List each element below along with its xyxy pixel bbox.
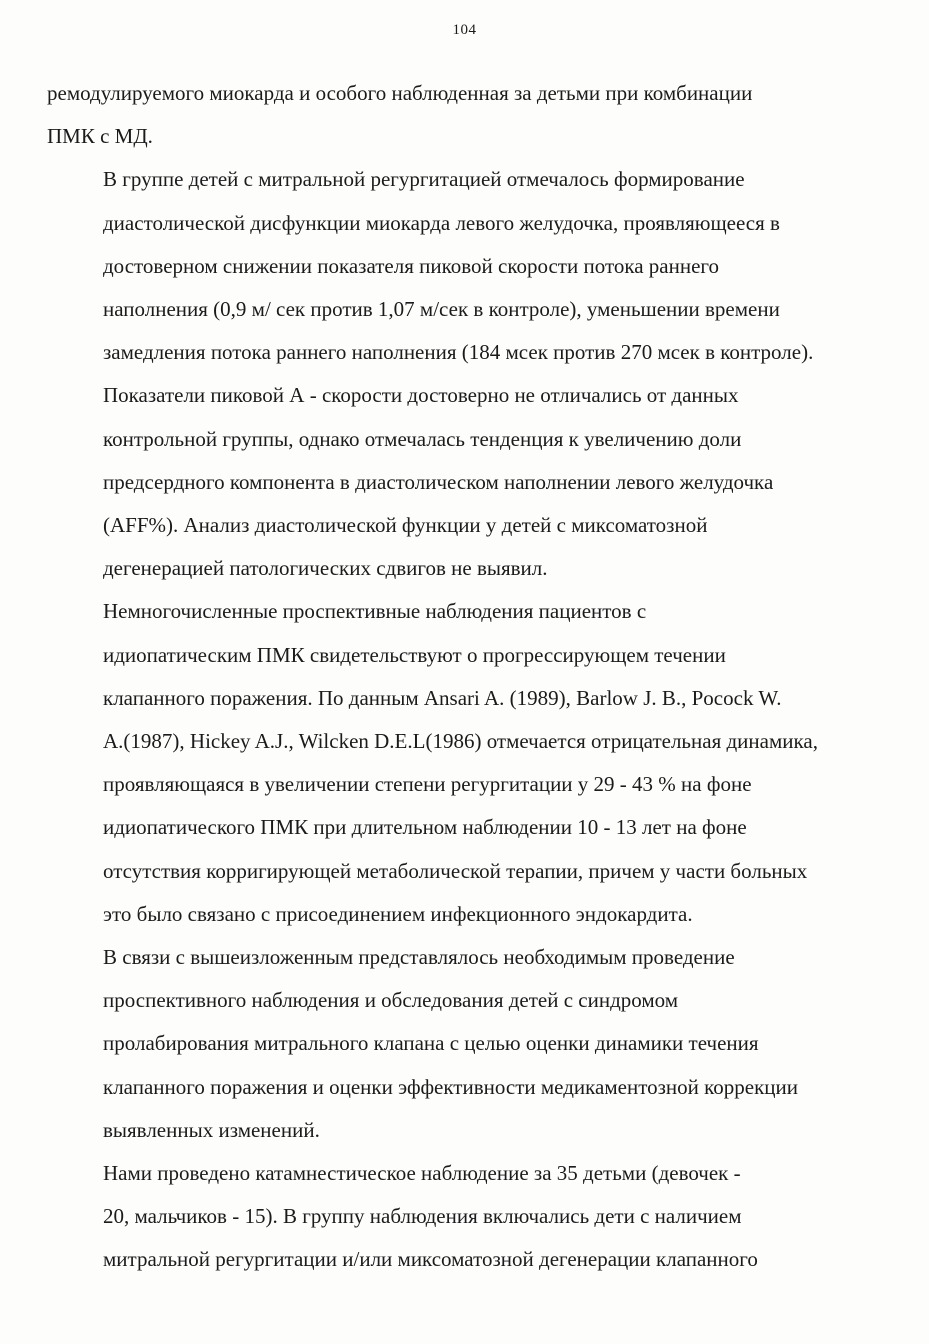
text-line: A.(1987), Hickey A.J., Wilcken D.E.L(1986) отмечается отрицательная динамика, [103, 729, 818, 754]
text-line: проявляющаяся в увеличении степени регургитации у 29 - 43 % на фоне [103, 772, 752, 797]
text-line: отсутствия корригирующей метаболической терапии, причем у части больных [103, 858, 808, 883]
text-line: наполнения (0,9 м/ сек против 1,07 м/сек в контроле), уменьшении времени [103, 297, 780, 322]
text-line: предсердного компонента в диастолическом наполнении левого желудочка [103, 469, 774, 494]
paragraph [47, 590, 892, 936]
text-line: пролабирования митрального клапана с целью оценки динамики течения [103, 1031, 759, 1056]
text-line: Показатели пиковой А - скорости достоверно не отличались от данных [103, 383, 739, 408]
text-line: (AFF%). Анализ диастолической функции у детей с миксоматозной [103, 513, 708, 538]
text-line: клапанного поражения и оценки эффективности медикаментозной коррекции [103, 1074, 798, 1099]
text-line: достоверном снижении показателя пиковой скорости потока раннего [103, 253, 720, 278]
text-line: В связи с вышеизложенным представлялось необходимым проведение [103, 945, 735, 970]
text-line: это было связано с присоединением инфекционного эндокардита. [103, 901, 693, 926]
paragraph [47, 72, 892, 158]
text-line: клапанного поражения. По данным Ansari A. (1989), Barlow J. B., Pocock W. [103, 685, 782, 710]
text-line: идиопатического ПМК при длительном наблюдении 10 - 13 лет на фоне [103, 815, 747, 840]
text-line: В группе детей с митральной регургитацией отмечалось формирование [103, 167, 745, 192]
paragraph [47, 158, 892, 590]
text-line: Нами проведено катамнестическое наблюдение за 35 детьми (девочек - [103, 1161, 741, 1186]
text-line: 20, мальчиков - 15). В группу наблюдения включались дети с наличием [103, 1204, 742, 1229]
page-number: 104 [452, 22, 477, 38]
paragraph [47, 1152, 892, 1282]
text-line: диастолической дисфункции миокарда левого желудочка, проявляющееся в [103, 210, 780, 235]
text-line: проспективного наблюдения и обследования детей с синдромом [103, 988, 679, 1013]
text-line: митральной регургитации и/или миксоматозной дегенерации клапанного [103, 1247, 758, 1272]
text-line: идиопатическим ПМК свидетельствуют о прогрессирующем течении [103, 642, 726, 667]
paragraph [47, 936, 892, 1152]
text-line: ПМК с МД. [47, 124, 153, 149]
text-line: Немногочисленные проспективные наблюдения пациентов с [103, 599, 647, 624]
text-line: ремодулируемого миокарда и особого наблюденная за детьми при комбинации [47, 81, 753, 105]
text-line: контрольной группы, однако отмечалась тенденция к увеличению доли [103, 426, 742, 451]
body-text [47, 72, 892, 1282]
text-line: замедления потока раннего наполнения (184 мсек против 270 мсек в контроле). [103, 340, 814, 365]
text-line: выявленных изменений. [103, 1117, 320, 1142]
text-line: дегенерацией патологических сдвигов не выявил. [103, 556, 548, 581]
